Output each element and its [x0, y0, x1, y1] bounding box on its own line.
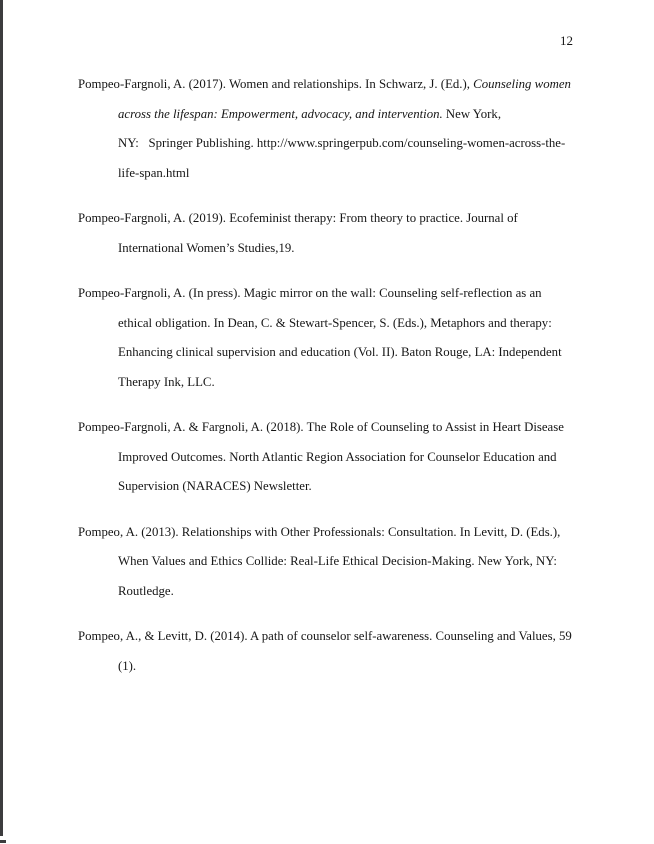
reference-text: When Values and Ethics Collide: Real-Life Ethical Decision-Making. New York, NY:	[118, 554, 557, 568]
reference-line	[78, 338, 618, 368]
reference-entry	[78, 622, 618, 681]
reference-line	[78, 413, 618, 443]
reference-line	[78, 309, 618, 339]
reference-text: New York,	[442, 106, 502, 121]
reference-line	[78, 547, 618, 577]
reference-text: Pompeo, A. (2013). Relationships with Other Professionals: Consultation. In Levitt, D. (Eds.),	[78, 524, 561, 539]
reference-text: Enhancing clinical supervision and education (Vol. II). Baton Rouge, LA: Independent	[118, 345, 562, 359]
reference-text-italic: across the lifespan: Empowerment, advocacy, and intervention.	[118, 106, 443, 121]
reference-line	[78, 577, 618, 607]
reference-entry	[78, 413, 618, 502]
reference-entry	[78, 204, 618, 263]
reference-text: Pompeo-Fargnoli, A. & Fargnoli, A. (2018). The Role of Counseling to Assist in Heart Disease	[78, 420, 564, 434]
reference-line	[78, 443, 618, 473]
page-left-edge-line	[0, 0, 3, 836]
reference-line	[78, 518, 618, 548]
reference-line	[78, 652, 618, 682]
reference-line	[78, 129, 618, 159]
reference-entry	[78, 518, 618, 607]
reference-text: life-span.html	[118, 165, 190, 180]
reference-text: Pompeo-Fargnoli, A. (2019). Ecofeminist therapy: From theory to practice. Journal of	[78, 211, 518, 225]
reference-line	[78, 279, 618, 309]
reference-text: International Women’s Studies,19.	[118, 240, 295, 255]
reference-line	[78, 159, 618, 189]
reference-line	[78, 622, 618, 652]
reference-line	[78, 472, 618, 502]
reference-text: Therapy Ink, LLC.	[118, 374, 215, 389]
reference-text: Supervision (NARACES) Newsletter.	[118, 479, 312, 493]
reference-line	[78, 234, 618, 264]
references-list	[78, 70, 618, 697]
reference-text: Pompeo-Fargnoli, A. (2017). Women and relationships. In Schwarz, J. (Ed.),	[78, 77, 474, 91]
page-bottom-edge-tick	[0, 840, 6, 843]
reference-text: (1).	[118, 658, 137, 673]
reference-text: Routledge.	[118, 583, 174, 598]
page-number: 12	[560, 33, 573, 48]
reference-line	[78, 70, 618, 100]
reference-text: ethical obligation. In Dean, C. & Stewart-Spencer, S. (Eds.), Metaphors and therapy:	[118, 315, 552, 330]
reference-line	[78, 368, 618, 398]
reference-text: Pompeo, A., & Levitt, D. (2014). A path of counselor self-awareness. Counseling and Values, 59	[78, 629, 572, 643]
reference-entry	[78, 70, 618, 188]
reference-text-italic: Counseling women	[473, 77, 571, 91]
reference-entry	[78, 279, 618, 397]
reference-text: NY: Springer Publishing. http://www.springerpub.com/counseling-women-across-the-	[118, 136, 566, 150]
reference-text: Pompeo-Fargnoli, A. (In press). Magic mirror on the wall: Counseling self-reflection as an	[78, 286, 542, 300]
reference-text: Improved Outcomes. North Atlantic Region Association for Counselor Education and	[118, 449, 557, 464]
reference-line	[78, 204, 618, 234]
reference-line	[78, 100, 618, 130]
